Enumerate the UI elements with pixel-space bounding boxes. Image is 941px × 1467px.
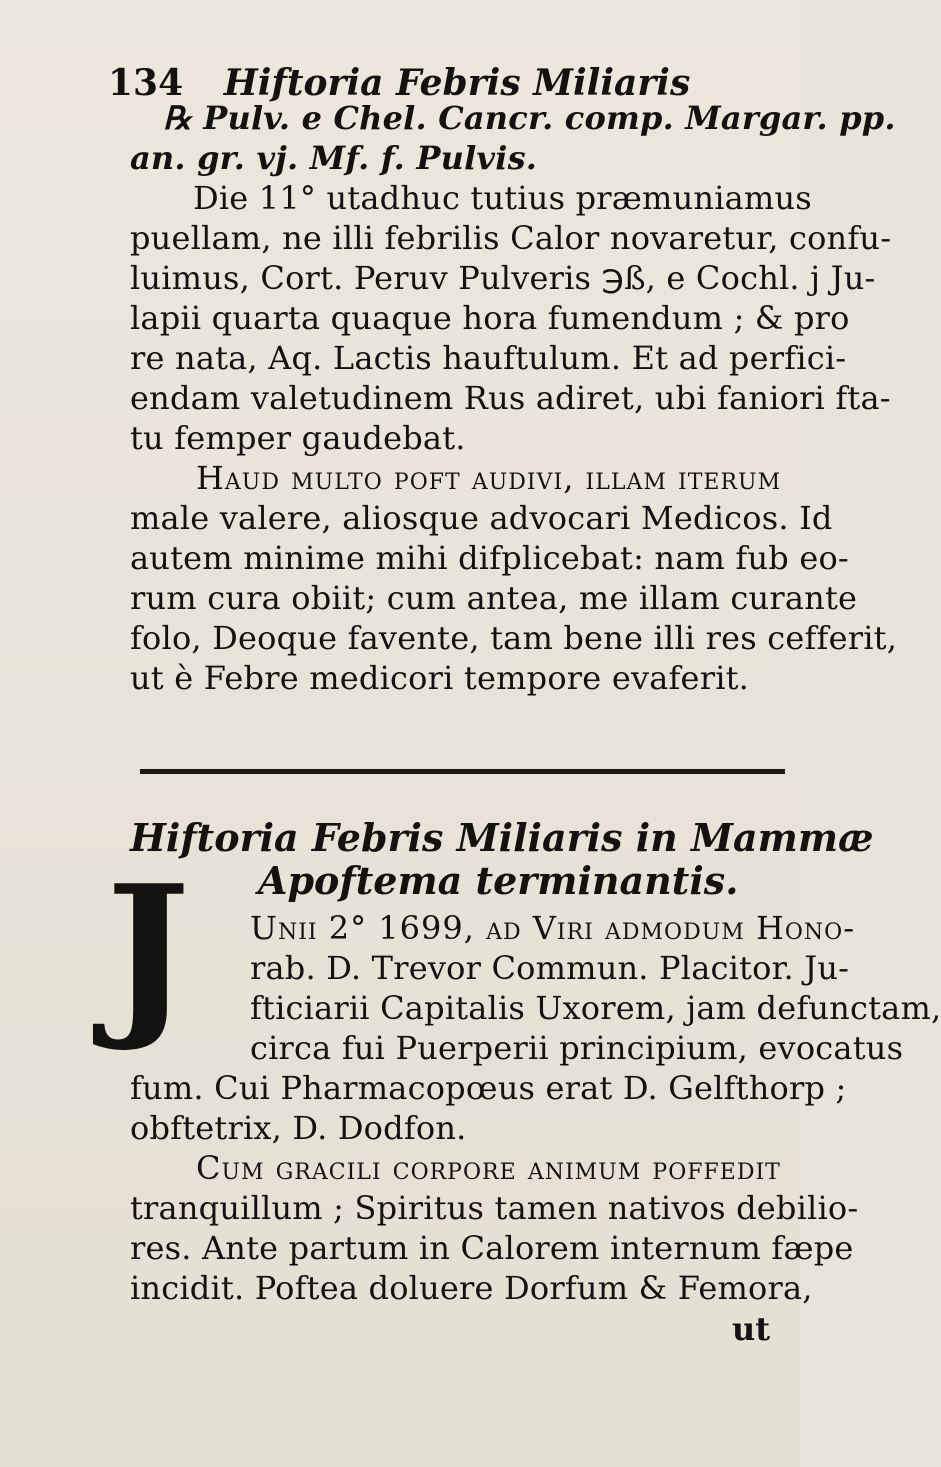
running-title: Hiftoria Febris Miliaris — [223, 62, 691, 104]
drop-cap: J — [106, 846, 191, 1055]
text-line: luimus, Cort. Peruv Pulveris ℈ß, e Cochl. j Ju- — [130, 259, 876, 297]
text-line: Cum gracili corpore animum poffedit — [196, 1149, 781, 1187]
text-line: rum cura obiit; cum antea, me illam curante — [130, 579, 858, 617]
text-line: folo, Deoque favente, tam bene illi res cefferit, — [130, 619, 898, 657]
text-line: Die 11° utadhuc tutius præmuniamus — [193, 179, 812, 217]
text-line: tu femper gaudebat. — [130, 419, 466, 457]
text-line: autem minime mihi difplicebat: nam fub eo- — [130, 539, 849, 577]
text-line: lapii quarta quaque hora fumendum ; & pro — [130, 299, 850, 337]
running-header — [108, 62, 690, 104]
catchword: ut — [731, 1310, 770, 1348]
text-line: an. gr. vj. Mf. f. Pulvis. — [130, 139, 538, 177]
text-line: Unii 2° 1699, ad Viri admodum Hono- — [250, 909, 856, 947]
text-line: rab. D. Trevor Commun. Placitor. Ju- — [250, 949, 850, 987]
text-line: obftetrix, D. Dodfon. — [130, 1109, 467, 1147]
text-line: fticiarii Capitalis Uxorem, jam defunctam, — [250, 989, 941, 1027]
text-line: male valere, aliosque advocari Medicos. Id — [130, 499, 833, 537]
section-divider — [140, 769, 785, 774]
page-number: 134 — [108, 62, 184, 104]
section-title: Hiftoria Febris Miliaris in Mammæ — [130, 815, 874, 860]
text-line: circa fui Puerperii principium, evocatus — [250, 1029, 904, 1067]
text-line: res. Ante partum in Calorem internum fæpe — [130, 1229, 854, 1267]
text-line: endam valetudinem Rus adiret, ubi faniori fta- — [130, 379, 891, 417]
text-line: tranquillum ; Spiritus tamen nativos debilio- — [130, 1189, 859, 1227]
text-line: re nata, Aq. Lactis hauftulum. Et ad perfici- — [130, 339, 847, 377]
section-subtitle: Apoftema terminantis. — [258, 858, 739, 903]
text-line: incidit. Poftea doluere Dorfum & Femora, — [130, 1269, 813, 1307]
text-line: Haud multo poft audivi, illam iterum — [196, 459, 782, 497]
text-line: ℞ Pulv. e Chel. Cancr. comp. Margar. pp. — [163, 99, 896, 137]
text-line: ut è Febre medicori tempore evaferit. — [130, 659, 750, 697]
text-line: puellam, ne illi febrilis Calor novaretur, confu- — [130, 219, 892, 257]
text-line: fum. Cui Pharmacopœus erat D. Gelfthorp ; — [130, 1069, 847, 1107]
